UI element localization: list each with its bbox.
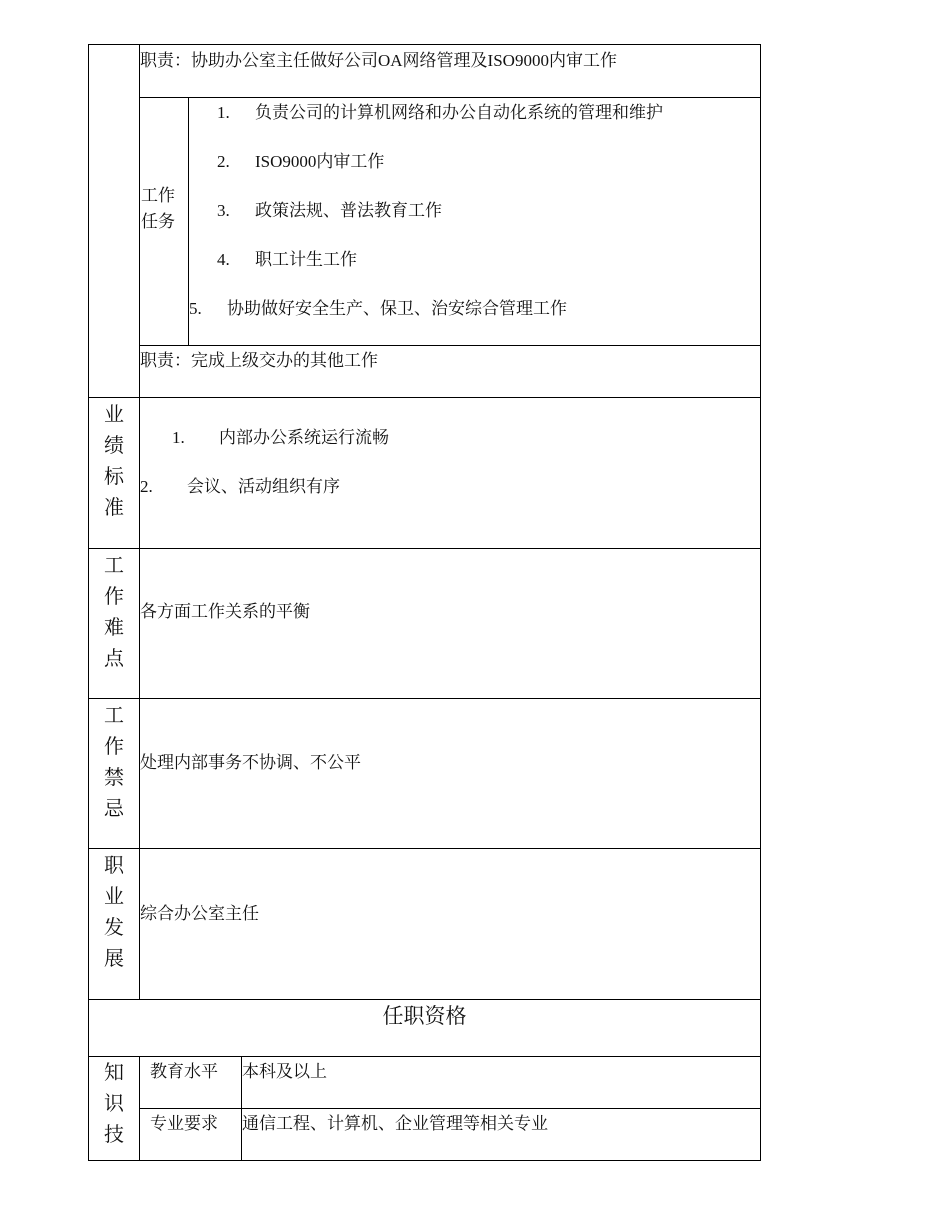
list-item: [172, 428, 389, 448]
list-item: [189, 299, 567, 319]
label-char: 准: [104, 497, 124, 519]
list-item-number: 1.: [217, 103, 230, 122]
task-label-line: 任务: [141, 212, 175, 231]
table-bottom-border: [88, 1160, 761, 1161]
label-char: 工: [104, 705, 124, 727]
label-char: 难: [104, 617, 124, 639]
list-item-number: 1.: [172, 428, 185, 447]
major-requirement-label: 专业要求: [150, 1114, 218, 1133]
label-char: 工: [104, 555, 124, 577]
table-top-border: [88, 44, 761, 45]
label-char: 绩: [104, 435, 124, 457]
knowledge-skill-label: [89, 1058, 139, 1151]
list-item-text: 职工计生工作: [255, 250, 357, 269]
list-item-number: 5.: [189, 299, 202, 318]
label-char: 职: [104, 855, 124, 877]
label-char: 作: [104, 586, 124, 608]
row-divider: [139, 1108, 761, 1109]
qualification-title: 任职资格: [382, 1004, 467, 1028]
table-right-border: [760, 44, 761, 1161]
label-char: 技: [104, 1124, 124, 1146]
taboo-text: 处理内部事务不协调、不公平: [140, 753, 361, 772]
label-char: 识: [104, 1093, 124, 1115]
label-char: 知: [104, 1062, 124, 1084]
education-level-value: 本科及以上: [242, 1062, 327, 1081]
label-char: 业: [104, 404, 124, 426]
row-divider: [139, 97, 761, 98]
task-label: [141, 183, 189, 235]
label-column-divider: [139, 44, 140, 999]
career-label: [89, 851, 139, 975]
task-label-line: 工作: [141, 186, 175, 205]
list-item-text: 协助做好安全生产、保卫、治安综合管理工作: [227, 299, 567, 318]
duty-2-text: 职责：完成上级交办的其他工作: [140, 351, 378, 370]
list-item-text: 内部办公系统运行流畅: [219, 428, 389, 447]
taboo-label: [89, 701, 139, 825]
list-item-text: 负责公司的计算机网络和办公自动化系统的管理和维护: [255, 103, 663, 122]
list-item: [217, 250, 357, 270]
education-level-label: 教育水平: [150, 1062, 218, 1081]
list-item-text: 会议、活动组织有序: [187, 477, 340, 496]
list-item-text: ISO9000内审工作: [255, 152, 385, 171]
label-char: 禁: [104, 767, 124, 789]
list-item-number: 2.: [140, 477, 153, 496]
list-item-number: 2.: [217, 152, 230, 171]
label-char: 发: [104, 917, 124, 939]
list-item-number: 4.: [217, 250, 230, 269]
difficulty-label: [89, 551, 139, 675]
label-char: 展: [104, 948, 124, 970]
row-divider: [88, 1056, 761, 1057]
label-char: 点: [104, 648, 124, 670]
difficulty-text: 各方面工作关系的平衡: [140, 602, 310, 621]
list-item-text: 政策法规、普法教育工作: [255, 201, 442, 220]
performance-label: [89, 400, 139, 524]
row-divider: [88, 848, 761, 849]
list-item-number: 3.: [217, 201, 230, 220]
label-char: 作: [104, 736, 124, 758]
major-requirement-value: 通信工程、计算机、企业管理等相关专业: [242, 1114, 548, 1133]
duty-1-text: 职责：协助办公室主任做好公司OA网络管理及ISO9000内审工作: [140, 51, 617, 70]
label-char: 标: [104, 466, 124, 488]
career-text: 综合办公室主任: [140, 904, 259, 923]
list-item: [217, 201, 442, 221]
row-divider: [88, 698, 761, 699]
label-char: 忌: [104, 798, 124, 820]
list-item: [140, 477, 340, 497]
list-item: [217, 103, 663, 123]
row-divider: [88, 999, 761, 1000]
row-divider: [88, 397, 761, 398]
list-item: [217, 152, 384, 172]
row-divider: [139, 345, 761, 346]
row-divider: [88, 548, 761, 549]
label-char: 业: [104, 886, 124, 908]
